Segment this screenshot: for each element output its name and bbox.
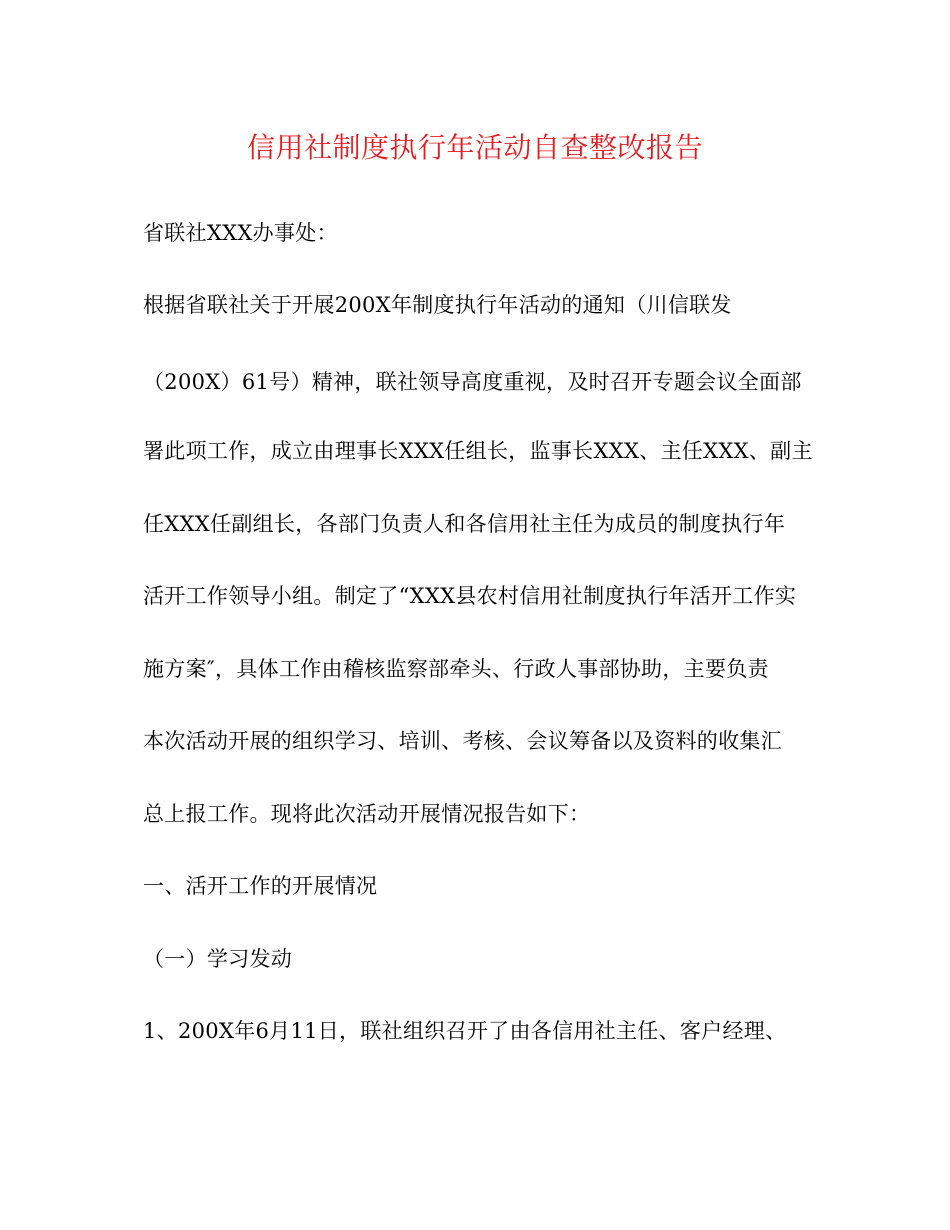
body-line: 施方案″，具体工作由稽核监察部牵头、行政人事部协助，主要负责 <box>143 657 769 681</box>
section-heading: 一、活开工作的开展情况 <box>143 874 378 898</box>
body-line: （200X）61号）精神，联社领导高度重视，及时召开专题会议全面部 <box>143 370 802 394</box>
document-title: 信用社制度执行年活动自查整改报告 <box>246 131 703 164</box>
body-line: 署此项工作，成立由理事长XXX任组长，监事长XXX、主任XXX、副主 <box>143 439 813 463</box>
salutation-line: 省联社XXX办事处： <box>143 221 338 245</box>
body-line: 活开工作领导小组。制定了“XXX县农村信用社制度执行年活开工作实 <box>143 584 797 608</box>
body-line: 1、200X年6月11日，联社组织召开了由各信用社主任、客户经理、 <box>143 1019 787 1043</box>
body-line: 任XXX任副组长，各部门负责人和各信用社主任为成员的制度执行年 <box>143 512 786 536</box>
subsection-heading: （一）学习发动 <box>143 947 293 971</box>
body-line: 总上报工作。现将此次活动开展情况报告如下： <box>143 802 591 826</box>
body-line: 根据省联社关于开展200X年制度执行年活动的通知（川信联发 <box>143 293 732 317</box>
body-line: 本次活动开展的组织学习、培训、考核、会议筹备以及资料的收集汇 <box>143 729 782 753</box>
